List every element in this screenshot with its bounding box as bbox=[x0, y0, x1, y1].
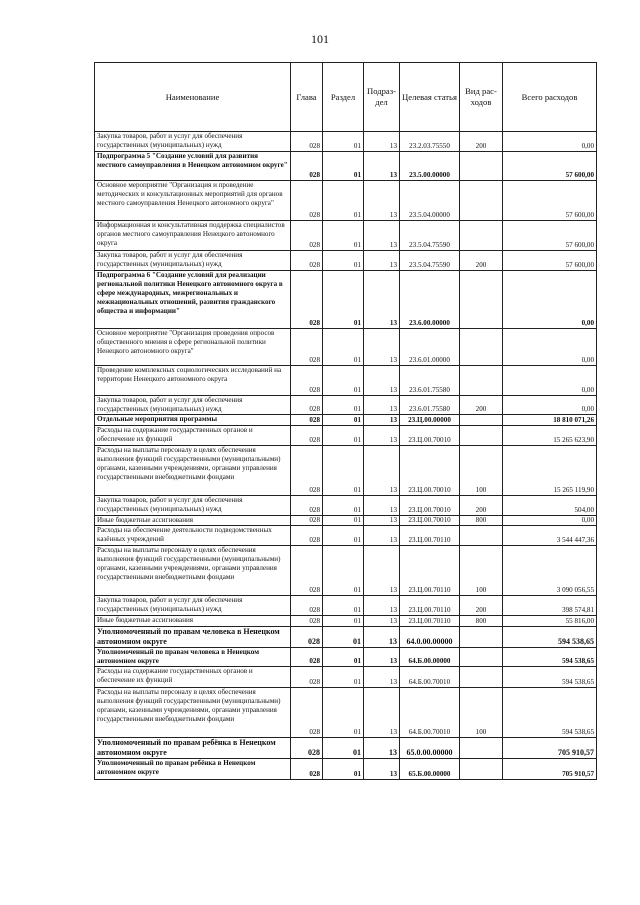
table-header-row bbox=[95, 63, 597, 132]
cell-podrazdel: 13 bbox=[364, 152, 400, 181]
cell-target: 23.6.01.00000 bbox=[400, 329, 460, 366]
cell-podrazdel: 13 bbox=[364, 446, 400, 496]
cell-glava: 028 bbox=[291, 688, 323, 738]
header-razdel: Раздел bbox=[323, 63, 364, 132]
cell-vid bbox=[460, 271, 503, 329]
cell-total: 0,00 bbox=[503, 329, 597, 366]
cell-target: 23.5.04.75590 bbox=[400, 251, 460, 271]
cell-name: Закупка товаров, работ и услуг для обеспечения государственных (муниципальных) нужд bbox=[95, 596, 291, 616]
cell-podrazdel: 13 bbox=[364, 546, 400, 596]
table-row bbox=[95, 667, 597, 688]
cell-podrazdel: 13 bbox=[364, 415, 400, 426]
cell-podrazdel: 13 bbox=[364, 366, 400, 396]
cell-podrazdel: 13 bbox=[364, 426, 400, 446]
header-total: Всего расходов bbox=[503, 63, 597, 132]
cell-podrazdel: 13 bbox=[364, 648, 400, 667]
table-row bbox=[95, 181, 597, 221]
cell-total: 57 600,00 bbox=[503, 181, 597, 221]
cell-razdel: 01 bbox=[323, 366, 364, 396]
cell-glava: 028 bbox=[291, 516, 323, 526]
cell-vid bbox=[460, 759, 503, 780]
cell-target: 23.5.00.00000 bbox=[400, 152, 460, 181]
cell-total: 705 910,57 bbox=[503, 738, 597, 759]
cell-glava: 028 bbox=[291, 496, 323, 516]
cell-vid: 200 bbox=[460, 132, 503, 152]
table-row bbox=[95, 526, 597, 546]
cell-vid bbox=[460, 329, 503, 366]
cell-podrazdel: 13 bbox=[364, 759, 400, 780]
cell-name: Отдельные мероприятия программы bbox=[95, 415, 291, 426]
cell-razdel: 01 bbox=[323, 251, 364, 271]
cell-target: 23.Ц.00.70010 bbox=[400, 426, 460, 446]
cell-total: 0,00 bbox=[503, 516, 597, 526]
cell-total: 3 544 447,36 bbox=[503, 526, 597, 546]
cell-razdel: 01 bbox=[323, 738, 364, 759]
cell-glava: 028 bbox=[291, 132, 323, 152]
cell-razdel: 01 bbox=[323, 667, 364, 688]
cell-glava: 028 bbox=[291, 616, 323, 627]
cell-target: 23.2.03.75550 bbox=[400, 132, 460, 152]
cell-vid bbox=[460, 152, 503, 181]
cell-target: 64.Б.00.70010 bbox=[400, 667, 460, 688]
cell-name: Расходы на содержание государственных органов и обеспечение их функций bbox=[95, 426, 291, 446]
cell-glava: 028 bbox=[291, 667, 323, 688]
cell-podrazdel: 13 bbox=[364, 251, 400, 271]
cell-name: Уполномоченный по правам ребёнка в Ненецком автономном округе bbox=[95, 759, 291, 780]
cell-total: 594 538,65 bbox=[503, 627, 597, 648]
table-body bbox=[95, 132, 597, 780]
budget-table bbox=[94, 62, 597, 780]
cell-total: 0,00 bbox=[503, 366, 597, 396]
table-row bbox=[95, 496, 597, 516]
cell-target: 23.5.04.00000 bbox=[400, 181, 460, 221]
cell-glava: 028 bbox=[291, 738, 323, 759]
table-row bbox=[95, 516, 597, 526]
cell-vid bbox=[460, 221, 503, 251]
cell-target: 23.5.04.75590 bbox=[400, 221, 460, 251]
cell-total: 0,00 bbox=[503, 271, 597, 329]
cell-podrazdel: 13 bbox=[364, 329, 400, 366]
cell-target: 23.Ц.00.70110 bbox=[400, 616, 460, 627]
cell-glava: 028 bbox=[291, 596, 323, 616]
cell-razdel: 01 bbox=[323, 415, 364, 426]
cell-podrazdel: 13 bbox=[364, 738, 400, 759]
cell-vid bbox=[460, 667, 503, 688]
cell-name: Подпрограмма 6 "Создание условий для реализации региональной политики Ненецкого автономного округа в сфере международных, межрегиональных и межнациональных отношений, развития гражданского общества и информации" bbox=[95, 271, 291, 329]
cell-total: 57 600,00 bbox=[503, 251, 597, 271]
cell-vid bbox=[460, 738, 503, 759]
cell-razdel: 01 bbox=[323, 516, 364, 526]
cell-razdel: 01 bbox=[323, 627, 364, 648]
cell-vid bbox=[460, 415, 503, 426]
cell-vid bbox=[460, 181, 503, 221]
cell-total: 15 265 623,90 bbox=[503, 426, 597, 446]
cell-name: Уполномоченный по правам ребёнка в Ненецком автономном округе bbox=[95, 738, 291, 759]
cell-podrazdel: 13 bbox=[364, 627, 400, 648]
cell-target: 23.Ц.00.70010 bbox=[400, 496, 460, 516]
cell-razdel: 01 bbox=[323, 329, 364, 366]
cell-glava: 028 bbox=[291, 426, 323, 446]
cell-glava: 028 bbox=[291, 221, 323, 251]
cell-target: 23.Ц.00.70010 bbox=[400, 446, 460, 496]
cell-vid: 100 bbox=[460, 546, 503, 596]
cell-vid bbox=[460, 526, 503, 546]
cell-total: 57 600,00 bbox=[503, 152, 597, 181]
cell-razdel: 01 bbox=[323, 221, 364, 251]
cell-total: 3 090 056,55 bbox=[503, 546, 597, 596]
cell-glava: 028 bbox=[291, 271, 323, 329]
cell-target: 64.0.00.00000 bbox=[400, 627, 460, 648]
cell-name: Расходы на выплаты персоналу в целях обеспечения выполнения функций государственными (муниципальными) органами, казенными учреждениями, органами управления государственными внебюджетными фондами bbox=[95, 688, 291, 738]
cell-podrazdel: 13 bbox=[364, 132, 400, 152]
cell-razdel: 01 bbox=[323, 396, 364, 415]
cell-glava: 028 bbox=[291, 526, 323, 546]
cell-total: 55 816,00 bbox=[503, 616, 597, 627]
cell-name: Информационная и консультативная поддержка специалистов органов местного самоуправления Ненецкого автономного округа bbox=[95, 221, 291, 251]
cell-name: Уполномоченный по правам человека в Ненецком автономном округе bbox=[95, 627, 291, 648]
cell-vid: 200 bbox=[460, 496, 503, 516]
cell-razdel: 01 bbox=[323, 271, 364, 329]
cell-name: Уполномоченный по правам человека в Ненецком автономном округе bbox=[95, 648, 291, 667]
cell-vid: 100 bbox=[460, 446, 503, 496]
cell-vid: 800 bbox=[460, 516, 503, 526]
cell-target: 23.6.01.75580 bbox=[400, 366, 460, 396]
table-row bbox=[95, 738, 597, 759]
table-row bbox=[95, 329, 597, 366]
cell-glava: 028 bbox=[291, 329, 323, 366]
table-row bbox=[95, 596, 597, 616]
cell-name: Основное мероприятие "Организация и проведение методических и консультационных мероприятий для органов местного самоуправления Ненецкого автономного округа" bbox=[95, 181, 291, 221]
cell-glava: 028 bbox=[291, 627, 323, 648]
cell-razdel: 01 bbox=[323, 132, 364, 152]
cell-vid: 200 bbox=[460, 251, 503, 271]
table-row bbox=[95, 396, 597, 415]
header-vid: Вид рас-ходов bbox=[460, 63, 503, 132]
table-row bbox=[95, 221, 597, 251]
table-row bbox=[95, 546, 597, 596]
cell-name: Подпрограмма 5 "Создание условий для развития местного самоуправления в Ненецком автономном округе" bbox=[95, 152, 291, 181]
table-row bbox=[95, 415, 597, 426]
cell-vid: 200 bbox=[460, 596, 503, 616]
cell-target: 23.6.00.00000 bbox=[400, 271, 460, 329]
cell-glava: 028 bbox=[291, 759, 323, 780]
cell-podrazdel: 13 bbox=[364, 616, 400, 627]
cell-name: Закупка товаров, работ и услуг для обеспечения государственных (муниципальных) нужд bbox=[95, 132, 291, 152]
cell-total: 15 265 119,90 bbox=[503, 446, 597, 496]
cell-vid bbox=[460, 366, 503, 396]
cell-name: Иные бюджетные ассигнования bbox=[95, 616, 291, 627]
table-row bbox=[95, 648, 597, 667]
cell-razdel: 01 bbox=[323, 446, 364, 496]
table-row bbox=[95, 426, 597, 446]
cell-target: 23.Ц.00.70010 bbox=[400, 516, 460, 526]
cell-total: 594 538,65 bbox=[503, 688, 597, 738]
table-row bbox=[95, 627, 597, 648]
cell-razdel: 01 bbox=[323, 688, 364, 738]
cell-vid bbox=[460, 426, 503, 446]
cell-podrazdel: 13 bbox=[364, 496, 400, 516]
table-row bbox=[95, 132, 597, 152]
cell-glava: 028 bbox=[291, 366, 323, 396]
cell-podrazdel: 13 bbox=[364, 221, 400, 251]
cell-name: Закупка товаров, работ и услуг для обеспечения государственных (муниципальных) нужд bbox=[95, 396, 291, 415]
cell-target: 65.Б.00.00000 bbox=[400, 759, 460, 780]
cell-podrazdel: 13 bbox=[364, 688, 400, 738]
table-row bbox=[95, 251, 597, 271]
cell-razdel: 01 bbox=[323, 596, 364, 616]
cell-total: 18 810 071,26 bbox=[503, 415, 597, 426]
cell-razdel: 01 bbox=[323, 181, 364, 221]
table-row bbox=[95, 366, 597, 396]
cell-name: Расходы на выплаты персоналу в целях обеспечения выполнения функций государственными (муниципальными) органами, казенными учреждениями, органами управления государственными внебюджетными фондами bbox=[95, 546, 291, 596]
cell-target: 64.Б.00.70010 bbox=[400, 688, 460, 738]
cell-vid bbox=[460, 627, 503, 648]
table-row bbox=[95, 759, 597, 780]
cell-razdel: 01 bbox=[323, 648, 364, 667]
cell-total: 398 574,81 bbox=[503, 596, 597, 616]
cell-glava: 028 bbox=[291, 152, 323, 181]
cell-glava: 028 bbox=[291, 181, 323, 221]
cell-total: 504,00 bbox=[503, 496, 597, 516]
cell-total: 0,00 bbox=[503, 132, 597, 152]
cell-total: 594 538,65 bbox=[503, 667, 597, 688]
cell-total: 57 600,00 bbox=[503, 221, 597, 251]
cell-podrazdel: 13 bbox=[364, 667, 400, 688]
cell-razdel: 01 bbox=[323, 759, 364, 780]
cell-glava: 028 bbox=[291, 415, 323, 426]
table-row bbox=[95, 616, 597, 627]
cell-podrazdel: 13 bbox=[364, 181, 400, 221]
cell-name: Расходы на обеспечение деятельности подведомственных казённых учреждений bbox=[95, 526, 291, 546]
cell-glava: 028 bbox=[291, 546, 323, 596]
header-podrazdel: Подраз-дел bbox=[364, 63, 400, 132]
header-target: Целевая статья bbox=[400, 63, 460, 132]
cell-target: 23.Ц.00.00000 bbox=[400, 415, 460, 426]
cell-podrazdel: 13 bbox=[364, 526, 400, 546]
cell-target: 64.Б.00.00000 bbox=[400, 648, 460, 667]
cell-name: Закупка товаров, работ и услуг для обеспечения государственных (муниципальных) нужд bbox=[95, 251, 291, 271]
cell-podrazdel: 13 bbox=[364, 516, 400, 526]
cell-name: Расходы на выплаты персоналу в целях обеспечения выполнения функций государственными (муниципальными) органами, казенными учреждениями, органами управления государственными внебюджетными фондами bbox=[95, 446, 291, 496]
header-name: Наименование bbox=[95, 63, 291, 132]
table-row bbox=[95, 152, 597, 181]
table-row bbox=[95, 688, 597, 738]
cell-total: 0,00 bbox=[503, 396, 597, 415]
cell-total: 705 910,57 bbox=[503, 759, 597, 780]
cell-glava: 028 bbox=[291, 251, 323, 271]
cell-podrazdel: 13 bbox=[364, 596, 400, 616]
cell-razdel: 01 bbox=[323, 152, 364, 181]
cell-glava: 028 bbox=[291, 396, 323, 415]
cell-name: Расходы на содержание государственных органов и обеспечение их функций bbox=[95, 667, 291, 688]
table-row bbox=[95, 446, 597, 496]
cell-vid: 800 bbox=[460, 616, 503, 627]
cell-glava: 028 bbox=[291, 446, 323, 496]
cell-name: Проведение комплексных социологических исследований на территории Ненецкого автономного округа bbox=[95, 366, 291, 396]
table-row bbox=[95, 271, 597, 329]
cell-podrazdel: 13 bbox=[364, 271, 400, 329]
header-glava: Глава bbox=[291, 63, 323, 132]
cell-target: 23.Ц.00.70110 bbox=[400, 596, 460, 616]
cell-razdel: 01 bbox=[323, 616, 364, 627]
cell-vid: 200 bbox=[460, 396, 503, 415]
cell-target: 23.Ц.00.70110 bbox=[400, 546, 460, 596]
cell-name: Закупка товаров, работ и услуг для обеспечения государственных (муниципальных) нужд bbox=[95, 496, 291, 516]
cell-razdel: 01 bbox=[323, 496, 364, 516]
cell-target: 65.0.00.00000 bbox=[400, 738, 460, 759]
cell-podrazdel: 13 bbox=[364, 396, 400, 415]
cell-target: 23.6.01.75580 bbox=[400, 396, 460, 415]
cell-razdel: 01 bbox=[323, 526, 364, 546]
cell-total: 594 538,65 bbox=[503, 648, 597, 667]
cell-razdel: 01 bbox=[323, 546, 364, 596]
page-number: 101 bbox=[311, 32, 329, 46]
cell-name: Основное мероприятие "Организация проведения опросов общественного мнения в сфере региональной политики Ненецкого автономного округа" bbox=[95, 329, 291, 366]
cell-vid bbox=[460, 648, 503, 667]
cell-target: 23.Ц.00.70110 bbox=[400, 526, 460, 546]
cell-razdel: 01 bbox=[323, 426, 364, 446]
cell-name: Иные бюджетные ассигнования bbox=[95, 516, 291, 526]
cell-vid: 100 bbox=[460, 688, 503, 738]
cell-glava: 028 bbox=[291, 648, 323, 667]
